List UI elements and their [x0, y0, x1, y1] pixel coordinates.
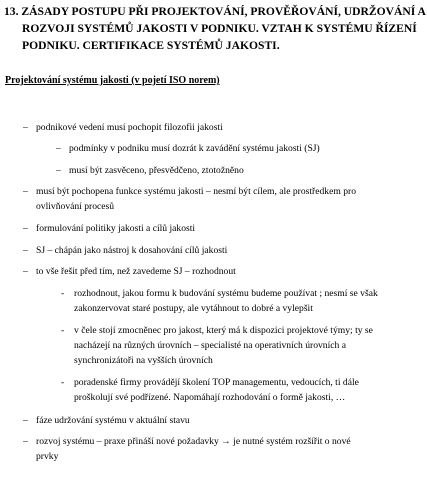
dash-bullet: – — [23, 436, 28, 447]
list-item-text: formulování politiky jakosti a cílů jakosti — [36, 223, 196, 234]
list-item — [23, 413, 190, 428]
list-item — [23, 264, 236, 279]
list-item — [61, 375, 359, 405]
list-item-text: podnikové vedení musí pochopit filozofii jakosti — [36, 122, 223, 133]
sub-bullet: - — [61, 288, 65, 299]
list-item-text: SJ – chápán jako nástroj k dosahování cílů jakosti — [36, 245, 228, 256]
dash-bullet: – — [56, 143, 61, 154]
list-item-text: v čele stojí zmocněnec pro jakost, který má k dispozici projektové týmy; ty se nacházejí na různých úrovních – specialisté na operativních úrovních a synchronizátoři na vyšších úrovních — [74, 325, 373, 366]
list-item-text: musí být zasvěceno, přesvědčeno, ztotožněno — [69, 165, 244, 176]
heading-line-3: PODNIKU. CERTIFIKACE SYSTÉMŮ JAKOSTI. — [22, 39, 280, 52]
list-item — [61, 286, 378, 316]
dash-bullet: – — [23, 122, 28, 133]
list-item — [23, 221, 196, 236]
list-item-text: podmínky v podniku musí dozrát k zavádění systému jakosti (SJ) — [69, 143, 320, 154]
sub-bullet: - — [61, 325, 65, 336]
dash-bullet: – — [23, 415, 28, 426]
list-item — [23, 120, 223, 135]
list-item-text: rozvoj systému – praxe přináší nové požadavky → je nutné systém rozšířit o nové prvky — [36, 436, 351, 462]
list-item — [61, 323, 373, 368]
dash-bullet: – — [23, 266, 28, 277]
list-item-text: to vše řešit před tím, než zavedeme SJ – rozhodnout — [36, 266, 236, 277]
sub-bullet: - — [61, 377, 65, 388]
list-item — [23, 434, 351, 464]
dash-bullet: – — [23, 245, 28, 256]
list-item — [23, 184, 356, 214]
section-heading — [4, 3, 427, 54]
list-item-text: musí být pochopena funkce systému jakosti – nesmí být cílem, ale prostředkem pro ovlivňování procesů — [36, 186, 356, 212]
dash-bullet: – — [56, 165, 61, 176]
list-item-text: rozhodnout, jakou formu k budování systému budeme používat ; nesmí se však zakonzervovat staré postupy, ale vytáhnout to dobré a vylepšit — [74, 288, 378, 314]
list-item-text: poradenské firmy provádějí školení TOP managementu, vedoucích, ti dále proškolují své podřízené. Napomáhají rozhodování o formě jakosti, … — [74, 377, 359, 403]
dash-bullet: – — [23, 223, 28, 234]
list-item — [56, 141, 320, 156]
heading-line-2: ROZVOJI SYSTÉMŮ JAKOSTI V PODNIKU. VZTAH K SYSTÉMU ŘÍZENÍ — [22, 22, 417, 35]
list-item — [23, 243, 228, 258]
dash-bullet: – — [23, 186, 28, 197]
subsection-title: Projektování systému jakosti (v pojetí ISO norem) — [5, 75, 220, 86]
list-item — [56, 163, 244, 178]
list-item-text: fáze udržování systému v aktuální stavu — [36, 415, 190, 426]
heading-line-1: 13. ZÁSADY POSTUPU PŘI PROJEKTOVÁNÍ, PROVĚŘOVÁNÍ, UDRŽOVÁNÍ A — [4, 5, 426, 18]
